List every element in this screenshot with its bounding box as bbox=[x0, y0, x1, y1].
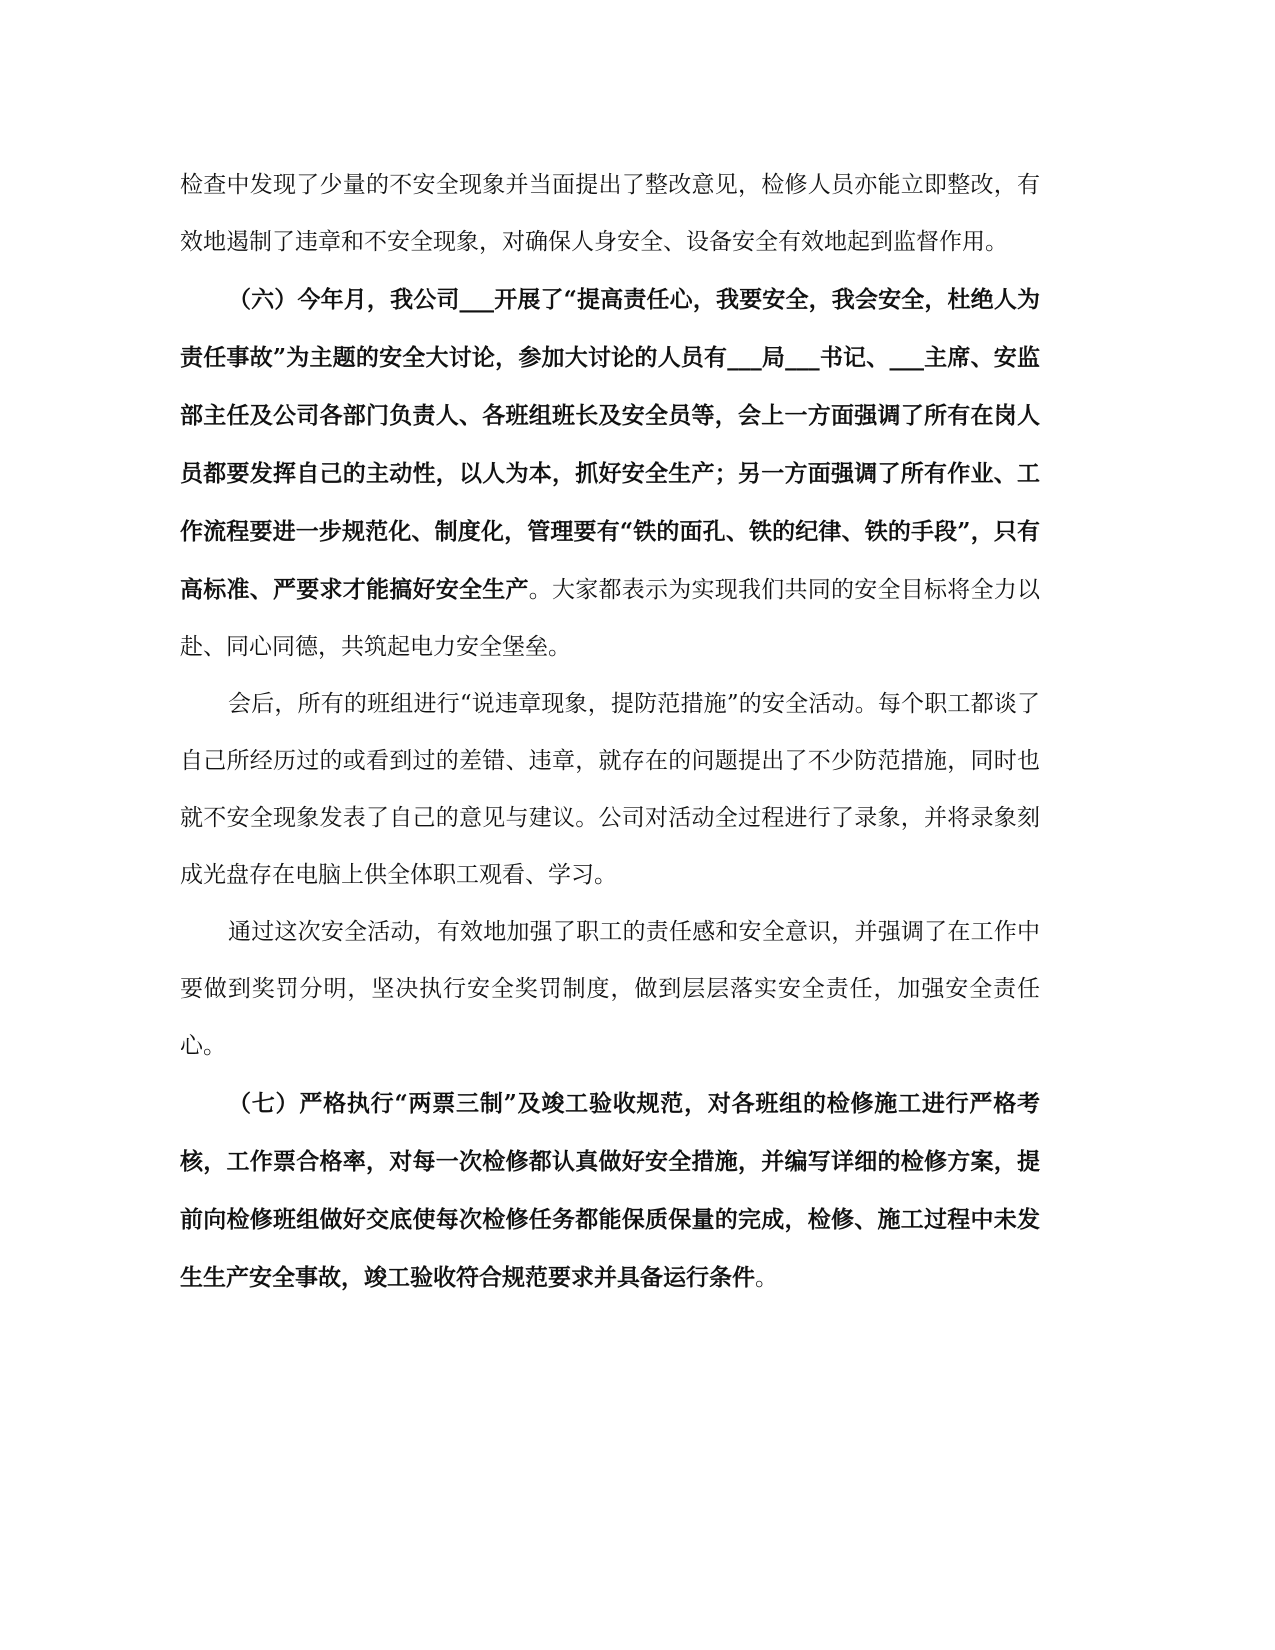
section-six-normal-text: 。大家都表示为实现我们共同的安全目标将全力以赴、同心同德，共筑起电力安全堡垒。 bbox=[180, 577, 1040, 660]
paragraph-section-seven bbox=[180, 1075, 1040, 1307]
paragraph-after-meeting: 会后，所有的班组进行“说违章现象，提防范措施”的安全活动。每个职工都谈了自己所经历过的或看到过的差错、违章，就存在的问题提出了不少防范措施，同时也就不安全现象发表了自己的意见与建议。公司对活动全过程进行了录象，并将录象刻成光盘存在电脑上供全体职工观看、学习。 bbox=[180, 691, 1040, 888]
paragraph-inspection: 检查中发现了少量的不安全现象并当面提出了整改意见，检修人员亦能立即整改，有效地遏制了违章和不安全现象，对确保人身安全、设备安全有效地起到监督作用。 bbox=[180, 172, 1040, 255]
paragraph-section-six bbox=[180, 271, 1040, 676]
document-page bbox=[180, 157, 1040, 1307]
paragraph-activity-result: 通过这次安全活动，有效地加强了职工的责任感和安全意识，并强调了在工作中要做到奖罚分明，坚决执行安全奖罚制度，做到层层落实安全责任，加强安全责任心。 bbox=[180, 919, 1040, 1059]
section-seven-bold-text: （七）严格执行“两票三制”及竣工验收规范，对各班组的检修施工进行严格考核，工作票合格率，对每一次检修都认真做好安全措施，并编写详细的检修方案，提前向检修班组做好交底使每次检修任务都能保质保量的完成，检修、施工过程中未发生生产安全事故，竣工验收符合规范要求并具备运行条件 bbox=[180, 1090, 1040, 1291]
section-six-bold-text: （六）今年月，我公司___开展了“提高责任心，我要安全，我会安全，杜绝人为责任事故”为主题的安全大讨论，参加大讨论的人员有___局___书记、___主席、安监部主任及公司各部门负责人、各班组班长及安全员等，会上一方面强调了所有在岗人员都要发挥自己的主动性，以人为本，抓好安全生产；另一方面强调了所有作业、工作流程要进一步规范化、制度化，管理要有“铁的面孔、铁的纪律、铁的手段”，只有高标准、严要求才能搞好安全生产 bbox=[180, 286, 1040, 603]
section-seven-normal-text: 。 bbox=[755, 1265, 778, 1291]
